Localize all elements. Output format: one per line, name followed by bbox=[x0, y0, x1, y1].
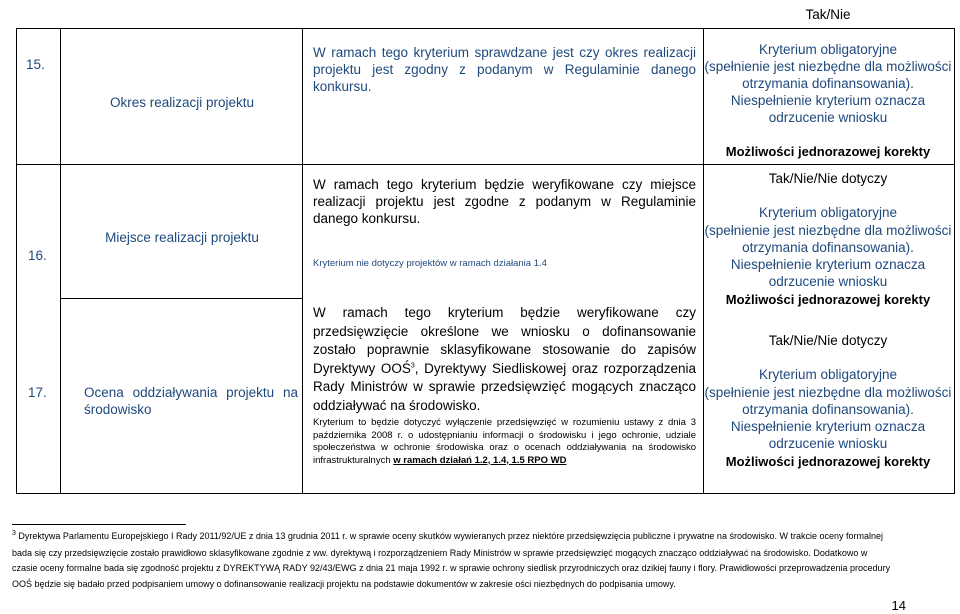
table-border-top bbox=[16, 28, 954, 29]
footnote-line-4: OOŚ będzie się badało przed podpisaniem umowy o dofinansowanie realizacji projektu na podstawie dokumentów w zakresie ości niezbędnych do podpisania umowy. bbox=[12, 579, 676, 589]
assessment-line: Niespełnienie kryterium oznacza bbox=[730, 257, 926, 273]
row-16-correction-note: Możliwości jednorazowej korekty bbox=[725, 291, 931, 307]
col-divider-1 bbox=[60, 28, 61, 494]
assessment-line: otrzymania dofinansowania). bbox=[742, 76, 914, 91]
row-divider-16-17 bbox=[61, 298, 303, 299]
assessment-line: Niespełnienie kryterium oznacza bbox=[730, 419, 926, 435]
row-16-note: Kryterium nie dotyczy projektów w ramach działania 1.4 bbox=[313, 258, 547, 269]
row-divider-15-16 bbox=[16, 164, 955, 165]
row-16-header: Tak/Nie/Nie dotyczy bbox=[768, 171, 888, 186]
assessment-line: (spełnienie jest niezbędne dla możliwości bbox=[704, 59, 952, 74]
footnote-ref: 3 bbox=[410, 362, 415, 369]
table-border-bottom bbox=[16, 493, 955, 494]
row-16-description: W ramach tego kryterium będzie weryfikowane czy miejsce realizacji projektu jest zgodne z podanym w Regulaminie danego konkursu. bbox=[313, 177, 696, 226]
row-17-correction-note: Możliwości jednorazowej korekty bbox=[725, 453, 931, 469]
row-16-assessment bbox=[703, 170, 953, 308]
col-divider-2 bbox=[302, 28, 303, 494]
row-15-criterion-name: Okres realizacji projektu bbox=[109, 95, 255, 110]
row-15-top-header: Tak/Nie bbox=[805, 7, 851, 22]
footnote-marker: 3 bbox=[12, 530, 16, 537]
row-17-note: Kryterium to będzie dotyczyć wyłączenie przedsięwzięć w rozumieniu ustawy z dnia 3 października 2008 r. o udostępnianiu informacji o środowisku i jego ochronie, udziale społeczeństwa w ochronie środowiska oraz o ocenach oddziaływania na środowisko infrastrukturalnych w ramach działań 1.2, 1.4, 1.5 RPO WD bbox=[313, 417, 696, 466]
row-15-correction-note: Możliwości jednorazowej korekty bbox=[725, 144, 931, 159]
row-15-number: 15. bbox=[26, 57, 45, 72]
assessment-line: otrzymania dofinansowania). bbox=[742, 401, 914, 417]
table-border-left bbox=[16, 28, 17, 494]
footnote-line-1: $^3$ Dyrektywa Parlamentu Europejskiego I Rady 2011/92/UE z dnia 13 grudnia 2011 r. w sprawie oceny skutków wywieranych przez niektóre przedsięwzięcia publiczne i prywatne na środowisko. W trakcie oceny formalnej bbox=[12, 530, 884, 541]
assessment-line: otrzymania dofinansowania). bbox=[742, 239, 914, 255]
assessment-line: odrzucenie wniosku bbox=[768, 110, 888, 125]
row-15-description: W ramach tego kryterium sprawdzane jest czy okres realizacji projektu jest zgodny z podanym w Regulaminie danego konkursu. bbox=[313, 45, 696, 94]
row-17-description: W ramach tego kryterium będzie weryfikowane czy przedsięwzięcie określone we wniosku o dofinansowanie zostało poprawnie sklasyfikowane stosowanie do zapisów Dyrektywy OOŚ$^3$, Dyrektywy Siedliskowej oraz rozporządzenia Rady Ministrów w sprawie przedsięwzięć mogących znacząco oddziaływać na środowisko. bbox=[313, 305, 696, 413]
footnote-line-2: bada się czy przedsięwzięcie zostało prawidłowo sklasyfikowane zgodnie z ww. dyrektywą i rozporządzeniem Rady Ministrów w sprawie przedsięwzięć mogących znacząco oddziaływać na środowisko. Dodatkowo w bbox=[12, 548, 868, 558]
row-16-number: 16. bbox=[28, 248, 47, 263]
assessment-line: (spełnienie jest niezbędne dla możliwości bbox=[704, 384, 952, 400]
assessment-line: (spełnienie jest niezbędne dla możliwości bbox=[704, 222, 952, 238]
assessment-line: odrzucenie wniosku bbox=[768, 274, 888, 290]
assessment-line: Kryterium obligatoryjne bbox=[758, 205, 898, 221]
table-border-right bbox=[954, 28, 955, 494]
footnote-line-3: czasie oceny formalne bada się zgodność projektu z DYREKTYWĄ RADY 92/43/EWG z dnia 21 maja 1992 r. w sprawie ochrony siedlisk przyrodniczych oraz dzikiej fauny i flory. Prawidłowości przeprowadzenia procedury bbox=[12, 563, 891, 573]
row-17-note-emphasis: w ramach działań 1.2, 1.4, 1.5 RPO WD bbox=[393, 454, 567, 466]
row-17-assessment bbox=[703, 332, 953, 470]
assessment-line: Kryterium obligatoryjne bbox=[758, 367, 898, 383]
assessment-line: odrzucenie wniosku bbox=[768, 436, 888, 452]
row-17-criterion-name: Ocena oddziaływania projektu na środowisko bbox=[84, 385, 298, 417]
row-17-number: 17. bbox=[28, 385, 47, 400]
page-number: 14 bbox=[891, 598, 906, 613]
footnote-separator bbox=[12, 524, 186, 525]
assessment-line: Kryterium obligatoryjne bbox=[758, 42, 898, 57]
row-17-header: Tak/Nie/Nie dotyczy bbox=[768, 333, 888, 348]
row-15-assessment bbox=[703, 41, 953, 126]
assessment-line: Niespełnienie kryterium oznacza bbox=[730, 93, 926, 108]
row-16-criterion-name: Miejsce realizacji projektu bbox=[105, 230, 259, 245]
